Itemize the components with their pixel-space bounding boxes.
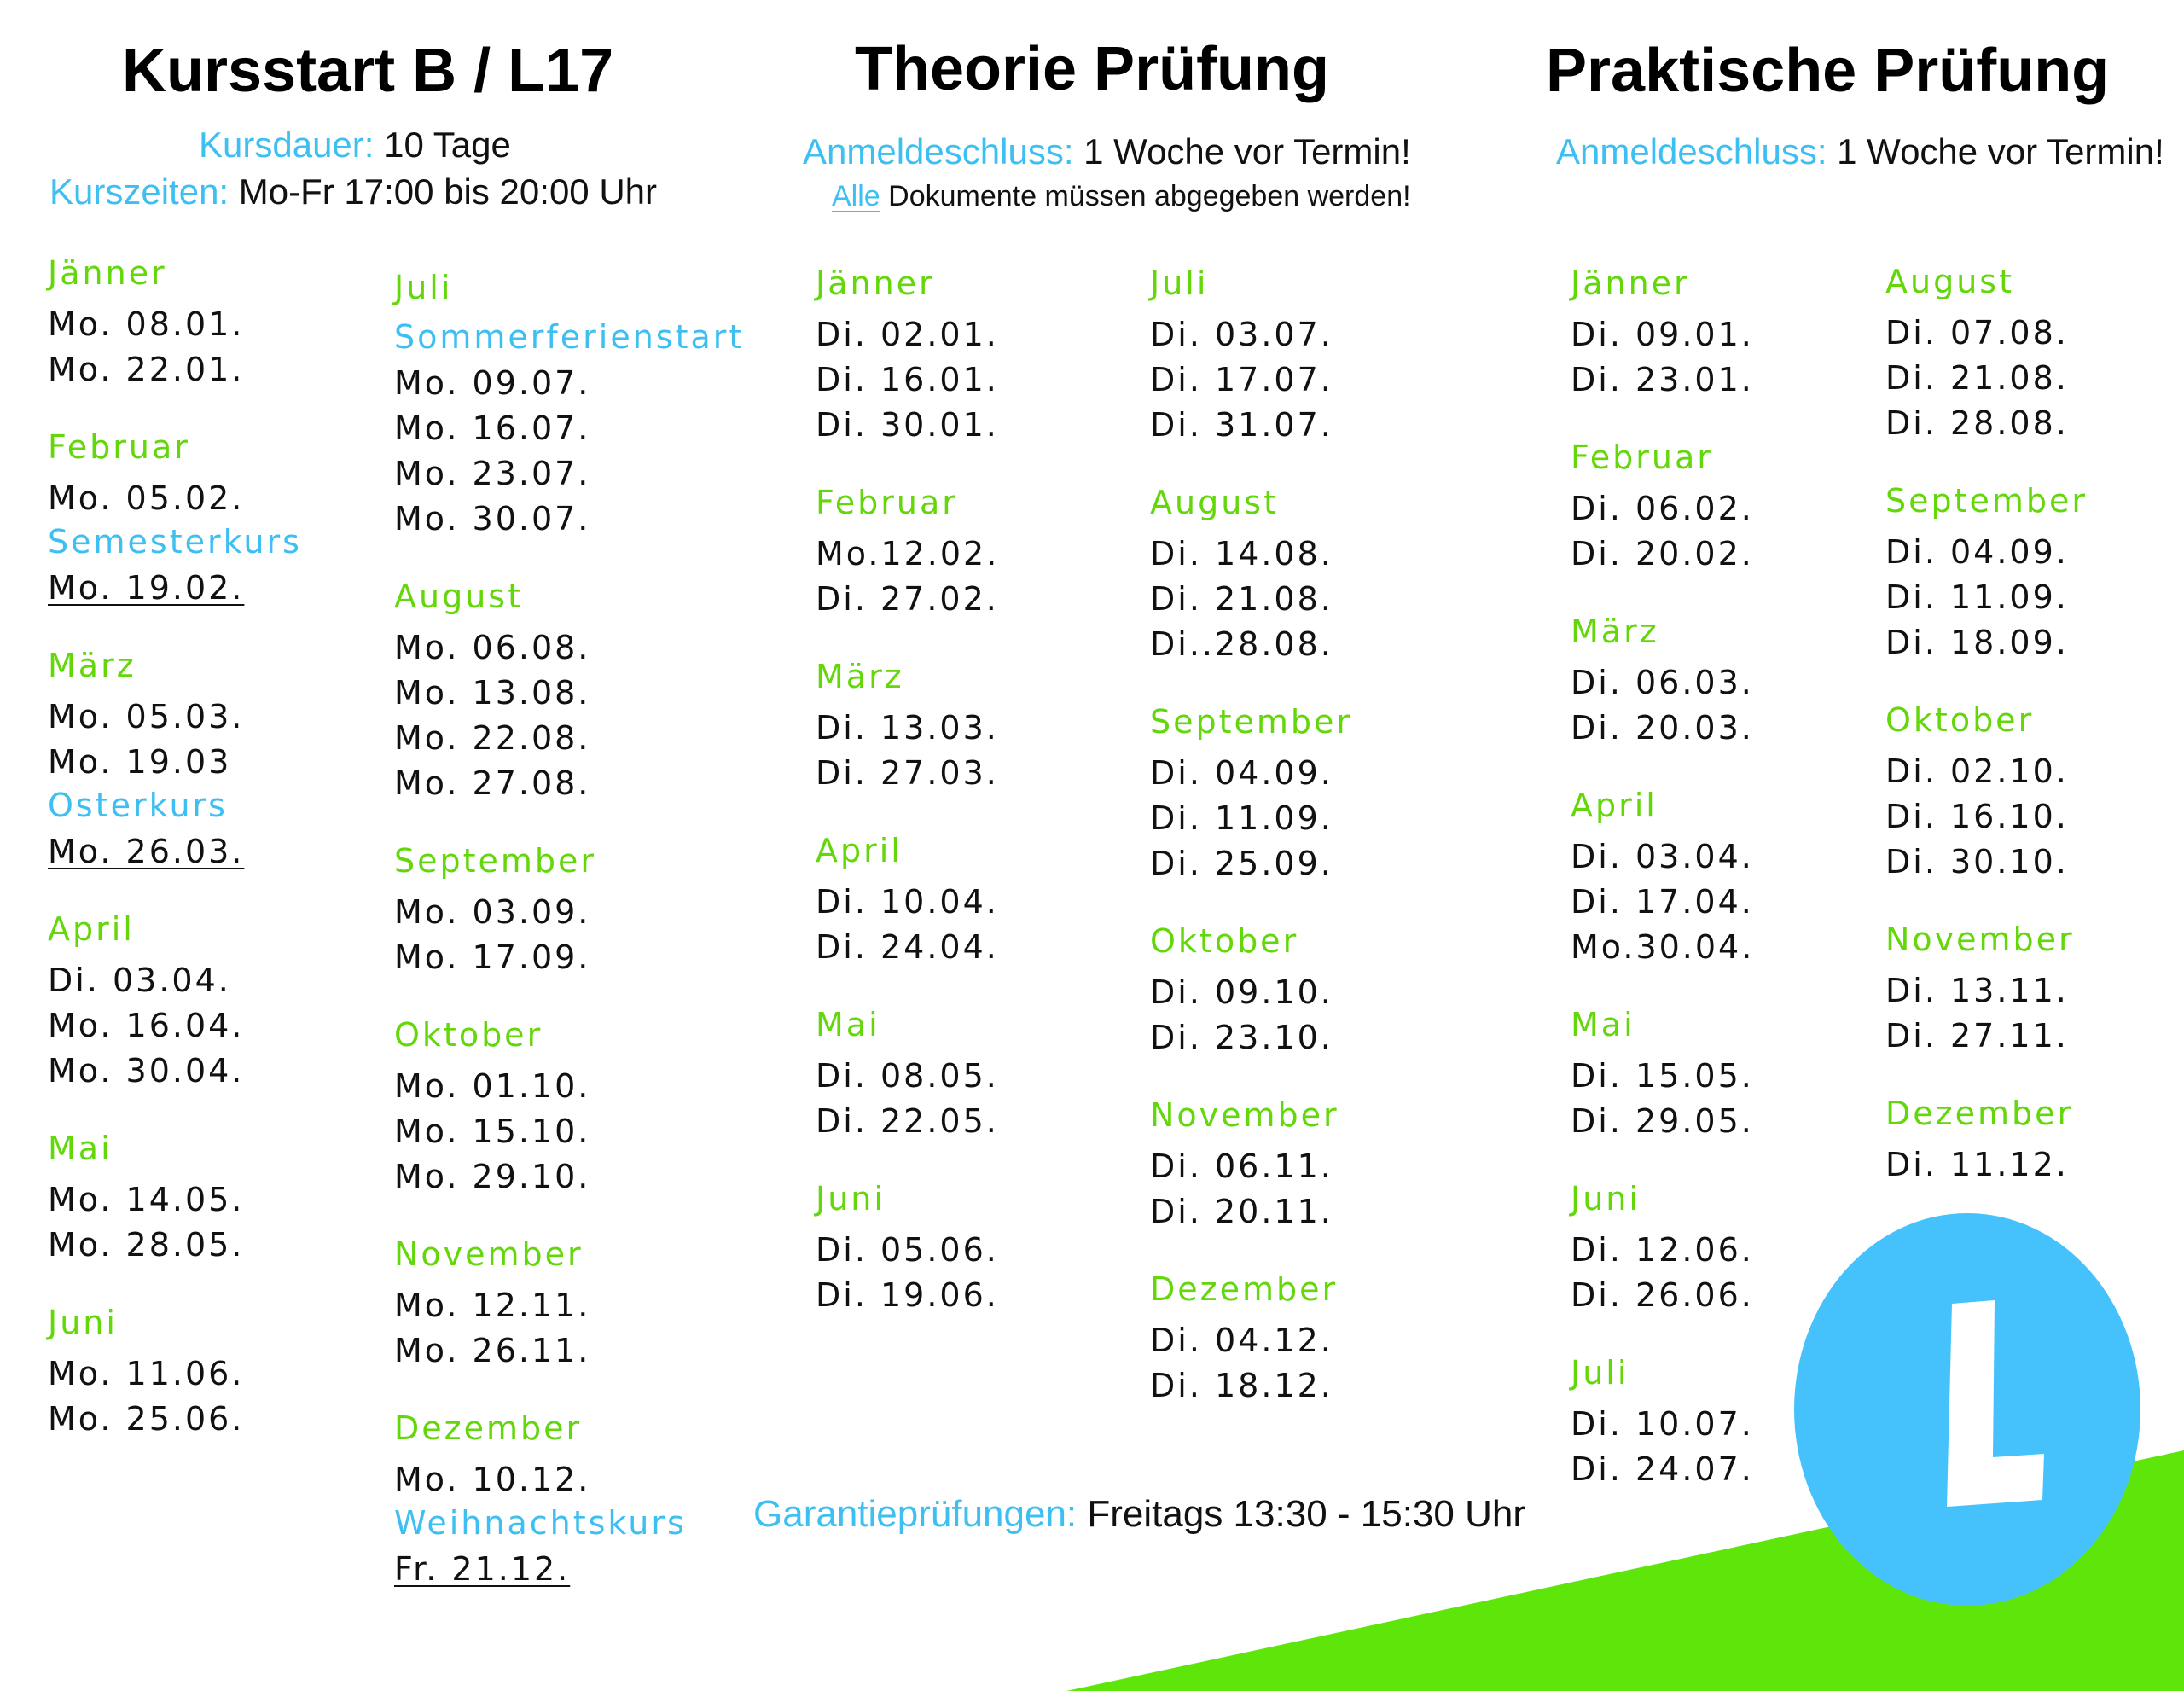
praxis-title: Praktische Prüfung	[1546, 37, 2110, 105]
date-entry: Di. 27.03.	[816, 754, 999, 792]
date-entry: Mo. 19.02.	[48, 569, 245, 607]
month-heading: März	[48, 647, 136, 684]
date-entry: Fr. 21.12.	[394, 1550, 571, 1588]
month-heading: Oktober	[394, 1016, 543, 1054]
date-entry: Mo. 30.07.	[394, 500, 591, 538]
month-heading: Jänner	[48, 254, 167, 292]
month-heading: August	[1885, 263, 2014, 300]
date-entry: Di. 02.10.	[1885, 753, 2069, 790]
kurs-zeiten-label: Kurszeiten:	[49, 171, 229, 212]
kurs-zeiten-value: Mo-Fr 17:00 bis 20:00 Uhr	[238, 171, 657, 212]
date-entry: Mo. 22.01.	[48, 351, 245, 388]
date-entry: Di. 06.11.	[1150, 1148, 1333, 1185]
kurs-zeiten	[49, 169, 657, 215]
theorie-documents-note	[832, 177, 1411, 215]
praxis-anmelde-label: Anmeldeschluss:	[1556, 131, 1827, 171]
date-entry: Di. 04.12.	[1150, 1322, 1333, 1359]
month-heading: Jänner	[816, 264, 935, 302]
month-heading: Oktober	[1150, 922, 1299, 960]
date-entry: Di. 03.04.	[1571, 838, 1754, 875]
garantie-value: Freitags 13:30 - 15:30 Uhr	[1087, 1493, 1525, 1535]
kurs-column-1	[48, 253, 302, 1476]
date-entry: Di. 09.10.	[1150, 973, 1333, 1011]
date-entry: Mo. 05.03.	[48, 698, 245, 735]
date-entry: Mo. 10.12.	[394, 1461, 591, 1498]
date-entry: Di. 31.07.	[1150, 406, 1333, 444]
month-group	[1571, 611, 1754, 751]
date-entry: Di. 10.07.	[1571, 1405, 1754, 1443]
date-entry: Di. 13.03.	[816, 709, 999, 747]
month-group	[1571, 1352, 1754, 1492]
month-heading: März	[1571, 613, 1659, 650]
date-entry: Di. 27.11.	[1885, 1017, 2069, 1055]
date-entry: Mo. 26.03.	[48, 833, 245, 870]
date-entry: Mo. 01.10.	[394, 1067, 591, 1105]
date-entry: Di. 08.05.	[816, 1057, 999, 1095]
date-entry: Mo. 28.05.	[48, 1226, 245, 1264]
date-entry: Di. 24.07.	[1571, 1450, 1754, 1488]
month-group	[1150, 1095, 1352, 1235]
theorie-docs-rest: Dokumente müssen abgegeben werden!	[888, 180, 1411, 212]
date-entry: Di. 24.04.	[816, 928, 999, 966]
month-group	[816, 656, 999, 796]
date-entry: Mo. 16.04.	[48, 1007, 245, 1044]
month-group	[1885, 261, 2088, 446]
date-entry: Mo. 16.07.	[394, 410, 591, 447]
date-entry: Mo. 19.03	[48, 743, 232, 781]
date-entry: Di. 18.12.	[1150, 1367, 1333, 1404]
month-heading: Februar	[816, 484, 958, 521]
month-group	[816, 482, 999, 622]
date-entry: Mo. 26.11.	[394, 1332, 591, 1369]
date-entry: Mo. 15.10.	[394, 1113, 591, 1150]
month-heading: Jänner	[1571, 264, 1690, 302]
theorie-column-2	[1150, 263, 1352, 1443]
course-note: Osterkurs	[48, 787, 228, 824]
date-entry: Di. 10.04.	[816, 883, 999, 921]
month-heading: Juli	[1571, 1354, 1629, 1392]
month-group	[394, 1408, 744, 1592]
month-group	[1571, 1178, 1754, 1318]
date-entry: Di. 04.09.	[1150, 754, 1333, 792]
month-heading: August	[394, 578, 523, 615]
month-group	[1571, 785, 1754, 970]
month-group	[394, 1234, 744, 1374]
month-heading: Mai	[48, 1130, 113, 1167]
month-group	[394, 576, 744, 806]
date-entry: Mo. 11.06.	[48, 1355, 245, 1392]
date-entry: Mo. 08.01.	[48, 305, 245, 343]
course-note: Semesterkurs	[48, 523, 302, 561]
month-heading: Oktober	[1885, 701, 2035, 739]
month-group	[1150, 921, 1352, 1061]
date-entry: Di. 04.09.	[1885, 533, 2069, 571]
date-entry: Di. 27.02.	[816, 580, 999, 618]
praxis-anmelde-value: 1 Woche vor Termin!	[1837, 131, 2164, 171]
month-heading: Dezember	[394, 1409, 583, 1447]
month-heading: September	[394, 842, 597, 880]
date-entry: Mo. 13.08.	[394, 674, 591, 712]
date-entry: Mo.12.02.	[816, 535, 1000, 572]
logo-l-icon	[1937, 1297, 2048, 1510]
month-group	[48, 253, 302, 392]
date-entry: Mo. 06.08.	[394, 629, 591, 666]
date-entry: Di. 14.08.	[1150, 535, 1333, 572]
date-entry: Di. 22.05.	[816, 1102, 999, 1140]
date-entry: Di. 17.07.	[1150, 361, 1333, 398]
month-group	[816, 1178, 999, 1318]
kurs-dauer	[199, 122, 511, 168]
date-entry: Di. 06.03.	[1571, 664, 1754, 701]
month-group	[1150, 263, 1352, 448]
date-entry: Di. 16.01.	[816, 361, 999, 398]
date-entry: Di. 16.10.	[1885, 798, 2069, 835]
date-entry: Di. 02.01.	[816, 316, 999, 353]
month-group	[394, 267, 744, 542]
month-heading: Dezember	[1150, 1270, 1339, 1308]
month-heading: November	[394, 1235, 584, 1273]
month-group	[48, 427, 302, 611]
theorie-anmelde-value: 1 Woche vor Termin!	[1083, 131, 1411, 171]
date-entry: Mo. 17.09.	[394, 938, 591, 976]
month-heading: August	[1150, 484, 1279, 521]
date-entry: Mo. 22.08.	[394, 719, 591, 757]
date-entry: Di. 19.06.	[816, 1276, 999, 1314]
month-group	[48, 909, 302, 1094]
theorie-title: Theorie Prüfung	[855, 35, 1329, 103]
theorie-anmeldeschluss	[803, 129, 1411, 175]
date-entry: Di. 11.09.	[1150, 799, 1333, 837]
month-group	[48, 645, 302, 875]
month-heading: Juni	[1571, 1180, 1641, 1217]
date-entry: Di. 03.04.	[48, 962, 231, 999]
month-group	[1885, 480, 2088, 665]
month-group	[394, 1014, 744, 1200]
date-entry: Di. 26.06.	[1571, 1276, 1754, 1314]
date-entry: Mo. 29.10.	[394, 1158, 591, 1195]
date-entry: Di. 30.10.	[1885, 843, 2069, 880]
month-group	[1885, 919, 2088, 1059]
month-heading: März	[816, 658, 904, 695]
date-entry: Mo. 12.11.	[394, 1287, 591, 1324]
month-group	[1571, 263, 1754, 403]
month-group	[48, 1128, 302, 1268]
theorie-anmelde-label: Anmeldeschluss:	[803, 131, 1074, 171]
kurs-column-2	[394, 267, 744, 1626]
month-heading: April	[816, 832, 903, 869]
month-heading: Mai	[816, 1006, 880, 1043]
theorie-docs-word: Alle	[832, 180, 880, 212]
month-group	[816, 1004, 999, 1144]
kurs-dauer-value: 10 Tage	[384, 125, 511, 165]
date-entry: Mo. 23.07.	[394, 455, 591, 492]
month-group	[816, 830, 999, 970]
month-group	[1885, 700, 2088, 885]
month-heading: September	[1885, 482, 2088, 520]
date-entry: Di. 17.04.	[1571, 883, 1754, 921]
date-entry: Mo. 25.06.	[48, 1400, 245, 1438]
date-entry: Di. 11.09.	[1885, 578, 2069, 616]
date-entry: Di. 18.09.	[1885, 624, 2069, 661]
date-entry: Di. 09.01.	[1571, 316, 1754, 353]
month-group	[1150, 482, 1352, 667]
theorie-column-1	[816, 263, 999, 1352]
kurs-dauer-label: Kursdauer:	[199, 125, 375, 165]
course-note: Weihnachtskurs	[394, 1504, 687, 1542]
month-heading: Juni	[816, 1180, 886, 1217]
date-entry: Mo. 27.08.	[394, 764, 591, 802]
date-entry: Di. 25.09.	[1150, 845, 1333, 882]
date-entry: Di. 15.05.	[1571, 1057, 1754, 1095]
date-entry: Di. 20.11.	[1150, 1193, 1333, 1230]
date-entry: Mo. 09.07.	[394, 364, 591, 402]
date-entry: Di. 03.07.	[1150, 316, 1333, 353]
date-entry: Di. 07.08.	[1885, 314, 2069, 352]
date-entry: Mo.30.04.	[1571, 928, 1755, 966]
date-entry: Di. 20.02.	[1571, 535, 1754, 572]
date-entry: Di. 11.12.	[1885, 1146, 2069, 1183]
month-heading: September	[1150, 703, 1353, 741]
date-entry: Di. 21.08.	[1150, 580, 1333, 618]
date-entry: Di. 05.06.	[816, 1231, 999, 1269]
month-group	[394, 840, 744, 980]
praxis-column-2	[1885, 261, 2088, 1222]
date-entry: Di. 30.01.	[816, 406, 999, 444]
date-entry: Di. 06.02.	[1571, 490, 1754, 527]
month-group	[48, 1302, 302, 1442]
date-entry: Di. 29.05.	[1571, 1102, 1754, 1140]
month-group	[1150, 701, 1352, 886]
date-entry: Di. 28.08.	[1885, 404, 2069, 442]
date-entry: Di. 13.11.	[1885, 972, 2069, 1009]
month-heading: November	[1885, 921, 2075, 958]
month-heading: Juni	[48, 1304, 118, 1341]
date-entry: Di. 12.06.	[1571, 1231, 1754, 1269]
month-heading: April	[1571, 787, 1658, 824]
date-entry: Mo. 05.02.	[48, 479, 245, 517]
garantie-label: Garantieprüfungen:	[753, 1493, 1077, 1535]
month-heading: Februar	[1571, 439, 1713, 476]
date-entry: Mo. 03.09.	[394, 893, 591, 931]
date-entry: Di. 23.10.	[1150, 1019, 1333, 1056]
date-entry: Di. 23.01.	[1571, 361, 1754, 398]
garantie-line	[753, 1491, 1525, 1537]
kurs-title: Kursstart B / L17	[122, 37, 614, 105]
month-heading: Februar	[48, 428, 190, 466]
month-group	[816, 263, 999, 448]
month-heading: Juli	[1150, 264, 1209, 302]
month-group	[1885, 1093, 2088, 1188]
month-heading: Juli	[394, 269, 453, 306]
date-entry: Di. 21.08.	[1885, 359, 2069, 397]
date-entry: Di. 20.03.	[1571, 709, 1754, 747]
month-group	[1571, 1004, 1754, 1144]
month-group	[1150, 1269, 1352, 1409]
course-note: Sommerferienstart	[394, 318, 745, 356]
praxis-anmeldeschluss	[1556, 129, 2164, 175]
month-heading: April	[48, 910, 135, 948]
month-group	[1571, 437, 1754, 577]
month-heading: Dezember	[1885, 1095, 2074, 1132]
month-heading: November	[1150, 1096, 1339, 1134]
month-heading: Mai	[1571, 1006, 1635, 1043]
date-entry: Mo. 30.04.	[48, 1052, 245, 1090]
date-entry: Di..28.08.	[1150, 625, 1333, 663]
praxis-column-1	[1571, 263, 1754, 1526]
date-entry: Mo. 14.05.	[48, 1181, 245, 1218]
